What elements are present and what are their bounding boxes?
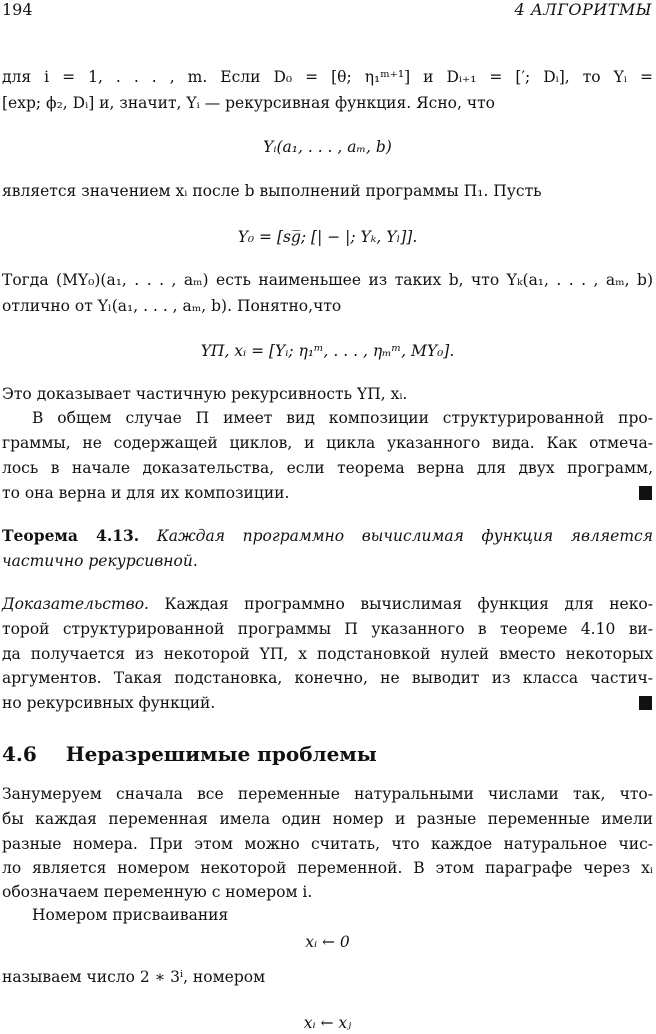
- section-title: Неразрешимые проблемы: [65, 742, 377, 766]
- text-line: бы каждая переменная имела один номер и разные переменные имели: [2, 810, 653, 828]
- text-line: Тогда (MY₀)(a₁, . . . , aₘ) есть наименьшее из таких b, что Yₖ(a₁, . . . , aₘ, b): [2, 271, 653, 289]
- proof-text: аргументов. Такая подстановка, конечно, не выводит из класса частич-: [2, 669, 653, 687]
- section-number: 4.6: [2, 742, 37, 766]
- formula: Yᵢ(a₁, . . . , aₘ, b): [263, 138, 392, 156]
- theorem-text: Каждая программно вычислимая функция является: [156, 527, 653, 545]
- proof-text: торой структурированной программы Π указанного в теореме 4.10 ви-: [2, 620, 653, 638]
- theorem-text: частично рекурсивной.: [2, 552, 198, 570]
- qed-mark: [639, 696, 652, 710]
- text-line: [exp; ϕ₂, Dᵢ] и, значит, Yᵢ — рекурсивная функция. Ясно, что: [2, 94, 496, 112]
- text-line: Номером присваивания: [32, 906, 229, 924]
- text-line: является значением xᵢ после b выполнений программы Π₁. Пусть: [2, 182, 542, 200]
- text-line: отлично от Yₗ(a₁, . . . , aₘ, b). Понятно,что: [2, 297, 342, 315]
- proof-text: но рекурсивных функций.: [2, 694, 216, 712]
- text-line: Это доказывает частичную рекурсивность YΠ, xᵢ.: [2, 385, 408, 403]
- text-line: обозначаем переменную с номером i.: [2, 883, 313, 901]
- proof-label: Доказательство.: [2, 595, 149, 613]
- running-header: 4 АЛГОРИТМЫ: [514, 0, 652, 19]
- qed-mark: [639, 486, 652, 500]
- text-line: граммы, не содержащей циклов, и цикла указанного вида. Как отмеча-: [2, 434, 653, 452]
- theorem-label: Теорема 4.13.: [2, 526, 140, 545]
- text-line: разные номера. При этом можно считать, что каждое натуральное чис-: [2, 835, 653, 853]
- proof-line: [2, 594, 653, 614]
- text-line: Занумеруем сначала все переменные натуральными числами так, что-: [2, 785, 653, 803]
- page-number: 194: [2, 0, 33, 19]
- text-line: то она верна и для их композиции.: [2, 484, 290, 502]
- formula: Y₀ = [sg̅; [| − |; Yₖ, Yₗ]].: [237, 228, 418, 246]
- formula: xᵢ ← xⱼ: [303, 1014, 352, 1032]
- proof-text: Каждая программно вычислимая функция для неко-: [164, 595, 653, 613]
- text-line: ло является номером некоторой переменной. В этом параграфе через xᵢ: [2, 859, 653, 877]
- text-line: лось в начале доказательства, если теорема верна для двух программ,: [2, 459, 653, 477]
- formula: YΠ, xᵢ = [Yᵢ; η₁ᵐ, . . . , ηₘᵐ, MY₀].: [200, 342, 455, 360]
- proof-text: да получается из некоторой YΠ, x подстановкой нулей вместо некоторых: [2, 645, 653, 663]
- formula: xᵢ ← 0: [305, 933, 350, 951]
- section-heading: [2, 742, 653, 766]
- text-line: для i = 1, . . . , m. Если D₀ = [θ; η₁ᵐ⁺¹] и Dᵢ₊₁ = [′; Dᵢ], то Yᵢ =: [2, 68, 653, 86]
- text-line: называем число 2 ∗ 3ⁱ, номером: [2, 968, 266, 986]
- theorem-line: [2, 526, 653, 546]
- text-line: В общем случае Π имеет вид композиции структурированной про-: [32, 409, 653, 427]
